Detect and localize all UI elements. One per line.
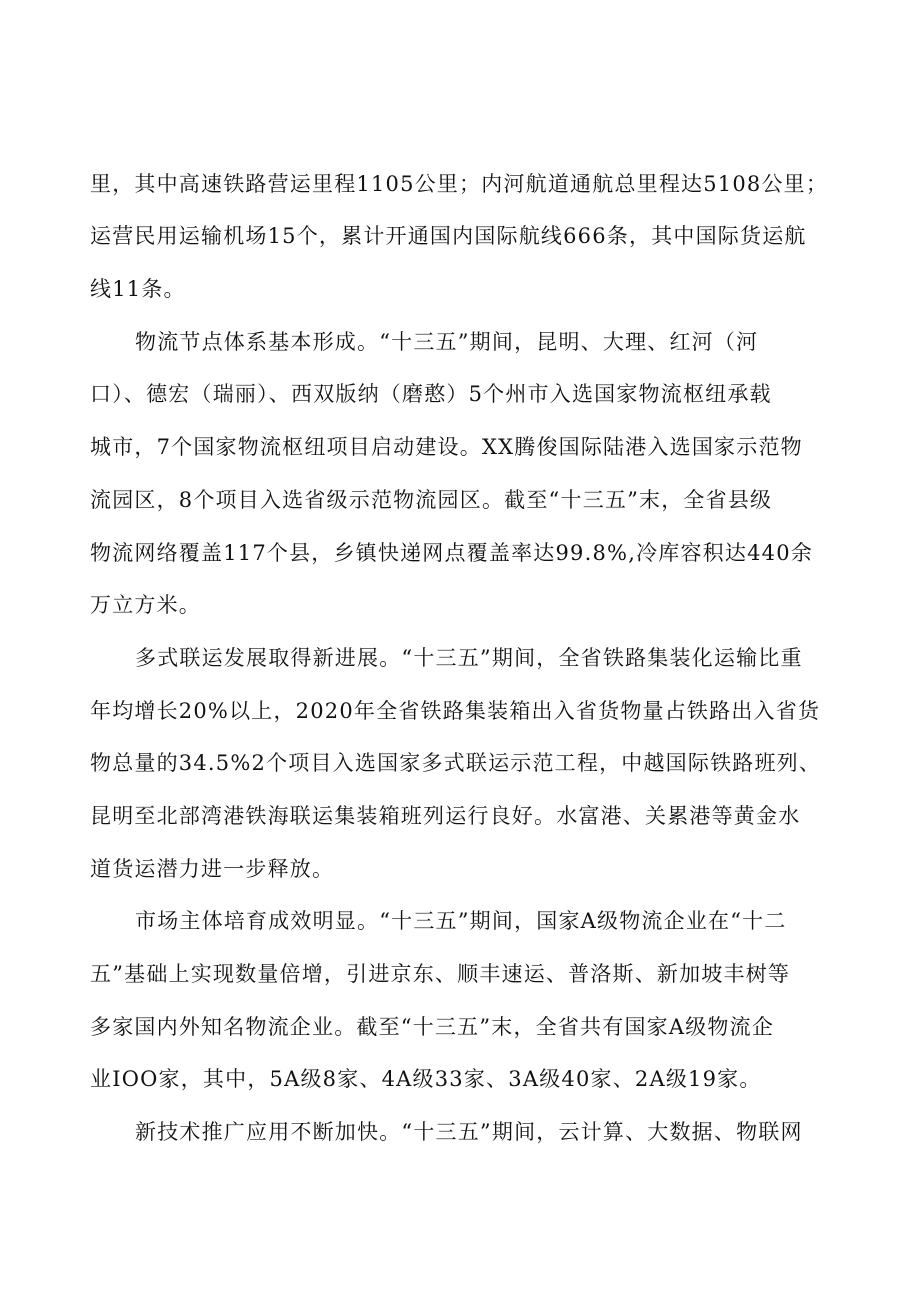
text-line: 城市，7个国家物流枢纽项目启动建设。XX腾俊国际陆港入选国家示范物	[90, 435, 803, 459]
text-line: 运营民用运输机场15个，累计开通国内国际航线666条，其中国际货运航	[90, 224, 807, 248]
text-line: 线11条。	[90, 277, 186, 301]
text-line: 道货运潜力进一步释放。	[90, 857, 335, 881]
text-line: 里，其中高速铁路营运里程1105公里；内河航道通航总里程达5108公里；	[90, 172, 829, 196]
text-line: 多家国内外知名物流企业。截至“十三五”末，全省共有国家A级物流企	[90, 1015, 775, 1039]
text-line: 口）、德宏（瑞丽）、西双版纳（磨憨）5个州市入选国家物流枢纽承载	[90, 382, 772, 406]
paragraph-start-line: 新技术推广应用不断加快。“十三五”期间，云计算、大数据、物联网	[135, 1120, 803, 1144]
text-line: 物流网络覆盖117个县，乡镇快递网点覆盖率达99.8%,冷库容积达440余	[90, 541, 813, 565]
text-line: 流园区，8个项目入选省级示范物流园区。截至“十三五”末，全省县级	[90, 488, 773, 512]
text-line: 昆明至北部湾港铁海联运集装箱班列运行良好。水富港、关累港等黄金水	[90, 804, 801, 828]
text-line: 万立方米。	[90, 593, 201, 617]
paragraph-start-line: 市场主体培育成效明显。“十三五”期间，国家A级物流企业在“十二	[135, 909, 787, 933]
text-line: 业IOO家，其中，5A级8家、4A级33家、3A级40家、2A级19家。	[90, 1067, 762, 1091]
paragraph-start-line: 物流节点体系基本形成。“十三五”期间，昆明、大理、红河（河	[135, 330, 759, 354]
text-line: 年均增长20%以上，2020年全省铁路集装箱出入省货物量占铁路出入省货	[90, 699, 821, 723]
text-line: 物总量的34.5%2个项目入选国家多式联运示范工程，中越国际铁路班列、	[90, 751, 822, 775]
paragraph-start-line: 多式联运发展取得新进展。“十三五”期间，全省铁路集装化运输比重	[135, 646, 803, 670]
text-line: 五”基础上实现数量倍增，引进京东、顺丰速运、普洛斯、新加坡丰树等	[90, 962, 791, 986]
